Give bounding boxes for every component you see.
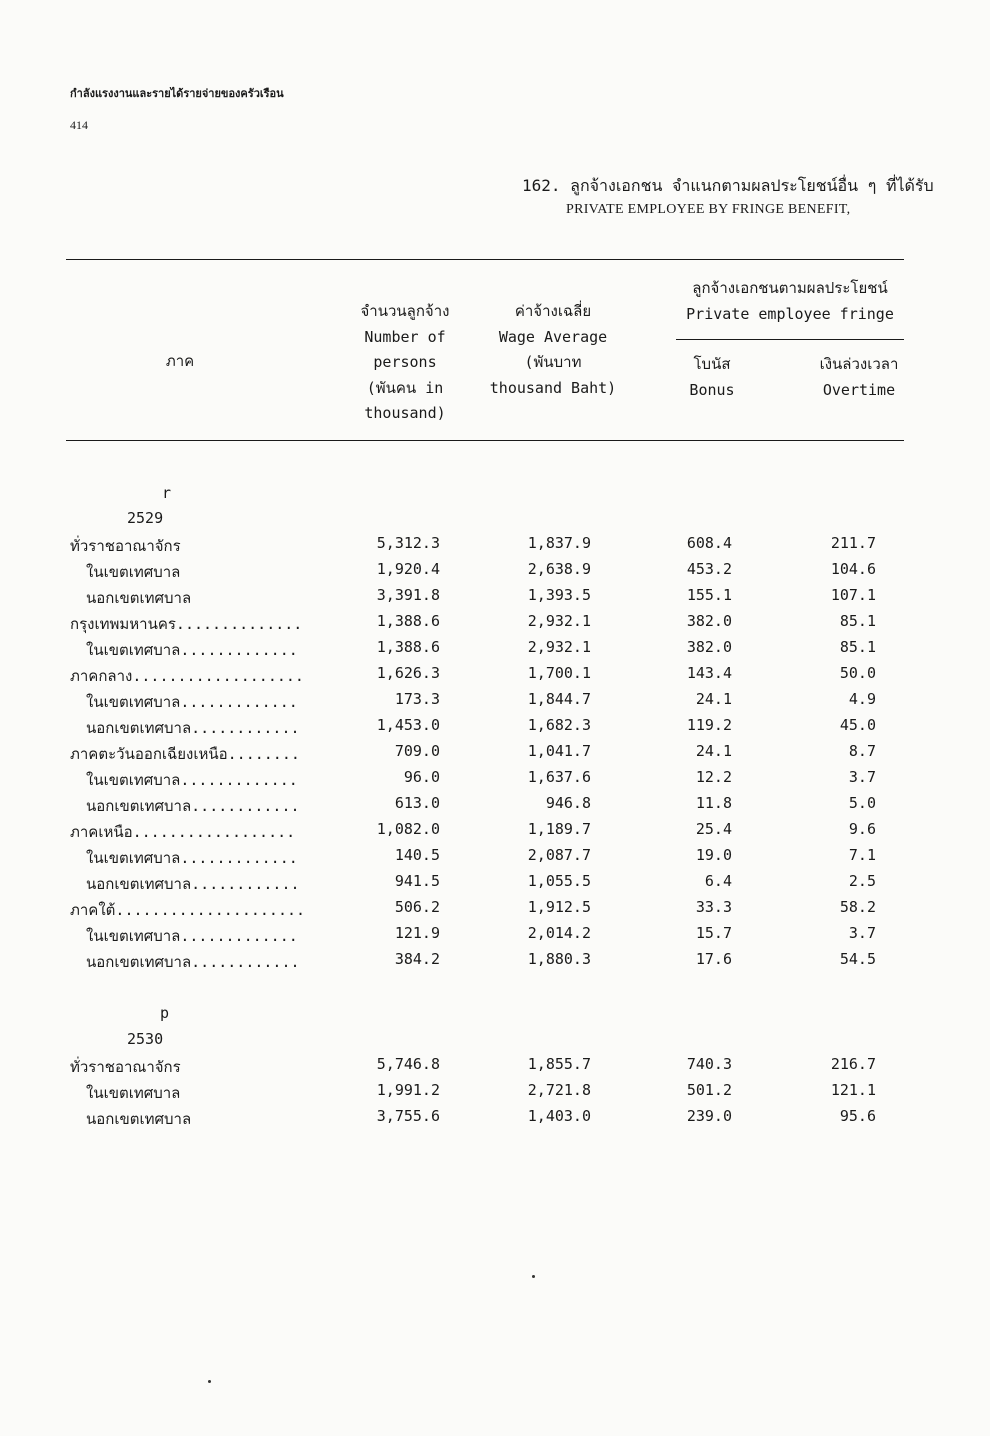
cell-wage: 2,721.8 xyxy=(527,1081,591,1099)
row-label: ในเขตเทศบาล............. xyxy=(86,693,298,711)
cell-overtime: 85.1 xyxy=(839,612,876,630)
cell-bonus: 17.6 xyxy=(695,950,732,968)
cell-persons: 140.5 xyxy=(394,846,440,864)
header-persons-line: Number of xyxy=(364,327,446,346)
cell-bonus: 501.2 xyxy=(686,1081,732,1099)
cell-wage: 2,014.2 xyxy=(527,924,591,942)
cell-bonus: 239.0 xyxy=(686,1107,732,1125)
cell-wage: 1,637.6 xyxy=(527,768,591,786)
header-wage xyxy=(478,299,628,401)
row-label: กรุงเทพมหานคร.............. xyxy=(70,615,303,633)
cell-persons: 1,388.6 xyxy=(376,612,440,630)
row-label: ในเขตเทศบาล............. xyxy=(86,927,298,945)
cell-persons: 121.9 xyxy=(394,924,440,942)
cell-wage: 1,855.7 xyxy=(527,1055,591,1073)
cell-persons: 173.3 xyxy=(394,690,440,708)
row-label: ภาคกลาง................... xyxy=(70,667,304,685)
scan-speck xyxy=(532,1275,535,1278)
table-row xyxy=(0,820,990,846)
table-row xyxy=(0,586,990,612)
table-title-thai: 162. ลูกจ้างเอกชน จำแนกตามผลประโยชน์อื่น ๆ ที่ได้รับ xyxy=(522,176,934,195)
cell-overtime: 216.7 xyxy=(830,1055,876,1073)
group-year: 2529 xyxy=(127,509,164,527)
table-row xyxy=(0,846,990,872)
cell-overtime: 7.1 xyxy=(848,846,876,864)
cell-bonus: 12.2 xyxy=(695,768,732,786)
cell-bonus: 25.4 xyxy=(695,820,732,838)
row-label: นอกเขตเทศบาล xyxy=(86,1110,192,1128)
cell-overtime: 121.1 xyxy=(830,1081,876,1099)
cell-wage: 2,638.9 xyxy=(527,560,591,578)
running-head: กำลังแรงงานและรายได้รายจ่ายของครัวเรือน xyxy=(70,87,284,100)
cell-persons: 613.0 xyxy=(394,794,440,812)
table-row xyxy=(0,534,990,560)
cell-bonus: 24.1 xyxy=(695,690,732,708)
cell-bonus: 382.0 xyxy=(686,612,732,630)
row-label: ในเขตเทศบาล............. xyxy=(86,849,298,867)
group-flag: r xyxy=(162,484,172,502)
cell-overtime: 45.0 xyxy=(839,716,876,734)
cell-bonus: 382.0 xyxy=(686,638,732,656)
row-label: ในเขตเทศบาล xyxy=(86,1084,181,1102)
header-persons-line: persons xyxy=(373,353,437,371)
table-row xyxy=(0,690,990,716)
header-fringe-line: Private employee fringe xyxy=(686,304,894,323)
header-persons xyxy=(340,299,470,427)
cell-wage: 946.8 xyxy=(545,794,591,812)
header-overtime-line: Overtime xyxy=(822,380,896,399)
cell-overtime: 5.0 xyxy=(848,794,876,812)
header-persons-line: thousand) xyxy=(364,404,446,422)
group-year: 2530 xyxy=(127,1030,164,1048)
cell-persons: 1,991.2 xyxy=(376,1081,440,1099)
header-overtime-line: เงินล่วงเวลา xyxy=(819,355,899,373)
cell-persons: 96.0 xyxy=(403,768,440,786)
table-row xyxy=(0,612,990,638)
header-bottom-rule xyxy=(66,440,904,441)
table-row xyxy=(0,638,990,664)
cell-overtime: 4.9 xyxy=(848,690,876,708)
page-number: 414 xyxy=(70,118,88,132)
cell-wage: 1,055.5 xyxy=(527,872,591,890)
cell-overtime: 3.7 xyxy=(848,924,876,942)
cell-persons: 1,082.0 xyxy=(376,820,440,838)
row-label: ภาคเหนือ.................. xyxy=(70,823,296,841)
table-row xyxy=(0,924,990,950)
table-row xyxy=(0,716,990,742)
header-overtime xyxy=(800,352,918,403)
table-row xyxy=(0,794,990,820)
row-label: นอกเขตเทศบาล............ xyxy=(86,953,300,971)
header-wage-line: Wage Average xyxy=(498,327,608,346)
table-row xyxy=(0,742,990,768)
scan-speck xyxy=(208,1380,211,1383)
cell-wage: 1,912.5 xyxy=(527,898,591,916)
cell-persons: 5,746.8 xyxy=(376,1055,440,1073)
row-label: ทั่วราชอาณาจักร xyxy=(70,537,181,555)
cell-bonus: 143.4 xyxy=(686,664,732,682)
cell-wage: 1,189.7 xyxy=(527,820,591,838)
header-persons-line: จำนวนลูกจ้าง xyxy=(360,302,450,320)
cell-bonus: 15.7 xyxy=(695,924,732,942)
cell-bonus: 155.1 xyxy=(686,586,732,604)
table-row xyxy=(0,768,990,794)
row-label: ในเขตเทศบาล............. xyxy=(86,641,298,659)
row-label: นอกเขตเทศบาล............ xyxy=(86,875,300,893)
group-flag: p xyxy=(160,1004,170,1022)
cell-bonus: 33.3 xyxy=(695,898,732,916)
cell-overtime: 104.6 xyxy=(830,560,876,578)
fringe-subheader-rule xyxy=(676,339,904,340)
table-row xyxy=(0,1107,990,1133)
header-bonus-line: Bonus xyxy=(689,380,735,399)
cell-persons: 3,755.6 xyxy=(376,1107,440,1125)
cell-persons: 1,388.6 xyxy=(376,638,440,656)
cell-wage: 1,700.1 xyxy=(527,664,591,682)
cell-persons: 1,920.4 xyxy=(376,560,440,578)
row-label: นอกเขตเทศบาล............ xyxy=(86,797,300,815)
cell-persons: 5,312.3 xyxy=(376,534,440,552)
header-fringe-group xyxy=(670,276,910,327)
table-row xyxy=(0,1055,990,1081)
cell-wage: 2,932.1 xyxy=(527,638,591,656)
cell-overtime: 95.6 xyxy=(839,1107,876,1125)
cell-wage: 2,087.7 xyxy=(527,846,591,864)
cell-overtime: 58.2 xyxy=(839,898,876,916)
cell-overtime: 2.5 xyxy=(848,872,876,890)
cell-wage: 1,880.3 xyxy=(527,950,591,968)
cell-wage: 1,682.3 xyxy=(527,716,591,734)
cell-bonus: 453.2 xyxy=(686,560,732,578)
cell-persons: 384.2 xyxy=(394,950,440,968)
cell-bonus: 6.4 xyxy=(704,872,732,890)
table-row xyxy=(0,898,990,924)
table-row xyxy=(0,872,990,898)
cell-persons: 3,391.8 xyxy=(376,586,440,604)
cell-wage: 1,393.5 xyxy=(527,586,591,604)
cell-bonus: 24.1 xyxy=(695,742,732,760)
table-row xyxy=(0,560,990,586)
cell-persons: 941.5 xyxy=(394,872,440,890)
header-wage-line: ค่าจ้างเฉลี่ย xyxy=(514,302,592,320)
table-top-rule xyxy=(66,259,904,260)
cell-overtime: 85.1 xyxy=(839,638,876,656)
cell-bonus: 19.0 xyxy=(695,846,732,864)
row-label: ภาคใต้..................... xyxy=(70,901,305,919)
cell-overtime: 8.7 xyxy=(848,742,876,760)
row-label: นอกเขตเทศบาล xyxy=(86,589,192,607)
table-title-english: PRIVATE EMPLOYEE BY FRINGE BENEFIT, xyxy=(566,202,851,217)
cell-overtime: 54.5 xyxy=(839,950,876,968)
header-fringe-line: ลูกจ้างเอกชนตามผลประโยชน์ xyxy=(692,279,888,297)
table-row xyxy=(0,1081,990,1107)
cell-wage: 1,844.7 xyxy=(527,690,591,708)
cell-bonus: 740.3 xyxy=(686,1055,732,1073)
cell-persons: 709.0 xyxy=(394,742,440,760)
cell-overtime: 107.1 xyxy=(830,586,876,604)
cell-wage: 1,837.9 xyxy=(527,534,591,552)
row-label: ภาคตะวันออกเฉียงเหนือ........ xyxy=(70,745,300,763)
row-label: ในเขตเทศบาล xyxy=(86,563,181,581)
header-wage-line: (พันบาท xyxy=(524,353,582,371)
cell-overtime: 50.0 xyxy=(839,664,876,682)
cell-persons: 506.2 xyxy=(394,898,440,916)
cell-overtime: 9.6 xyxy=(848,820,876,838)
cell-bonus: 119.2 xyxy=(686,716,732,734)
header-wage-line: thousand Baht) xyxy=(489,378,617,397)
cell-wage: 1,041.7 xyxy=(527,742,591,760)
cell-overtime: 3.7 xyxy=(848,768,876,786)
cell-bonus: 608.4 xyxy=(686,534,732,552)
header-bonus xyxy=(667,352,757,403)
header-bonus-line: โบนัส xyxy=(693,355,731,373)
row-label: ในเขตเทศบาล............. xyxy=(86,771,298,789)
header-persons-line: (พันคน in xyxy=(366,378,444,397)
cell-bonus: 11.8 xyxy=(695,794,732,812)
row-label: นอกเขตเทศบาล............ xyxy=(86,719,300,737)
table-row xyxy=(0,950,990,976)
cell-overtime: 211.7 xyxy=(830,534,876,552)
row-label: ทั่วราชอาณาจักร xyxy=(70,1058,181,1076)
cell-wage: 2,932.1 xyxy=(527,612,591,630)
cell-wage: 1,403.0 xyxy=(527,1107,591,1125)
table-row xyxy=(0,664,990,690)
cell-persons: 1,453.0 xyxy=(376,716,440,734)
header-region: ภาค xyxy=(165,352,195,370)
cell-persons: 1,626.3 xyxy=(376,664,440,682)
